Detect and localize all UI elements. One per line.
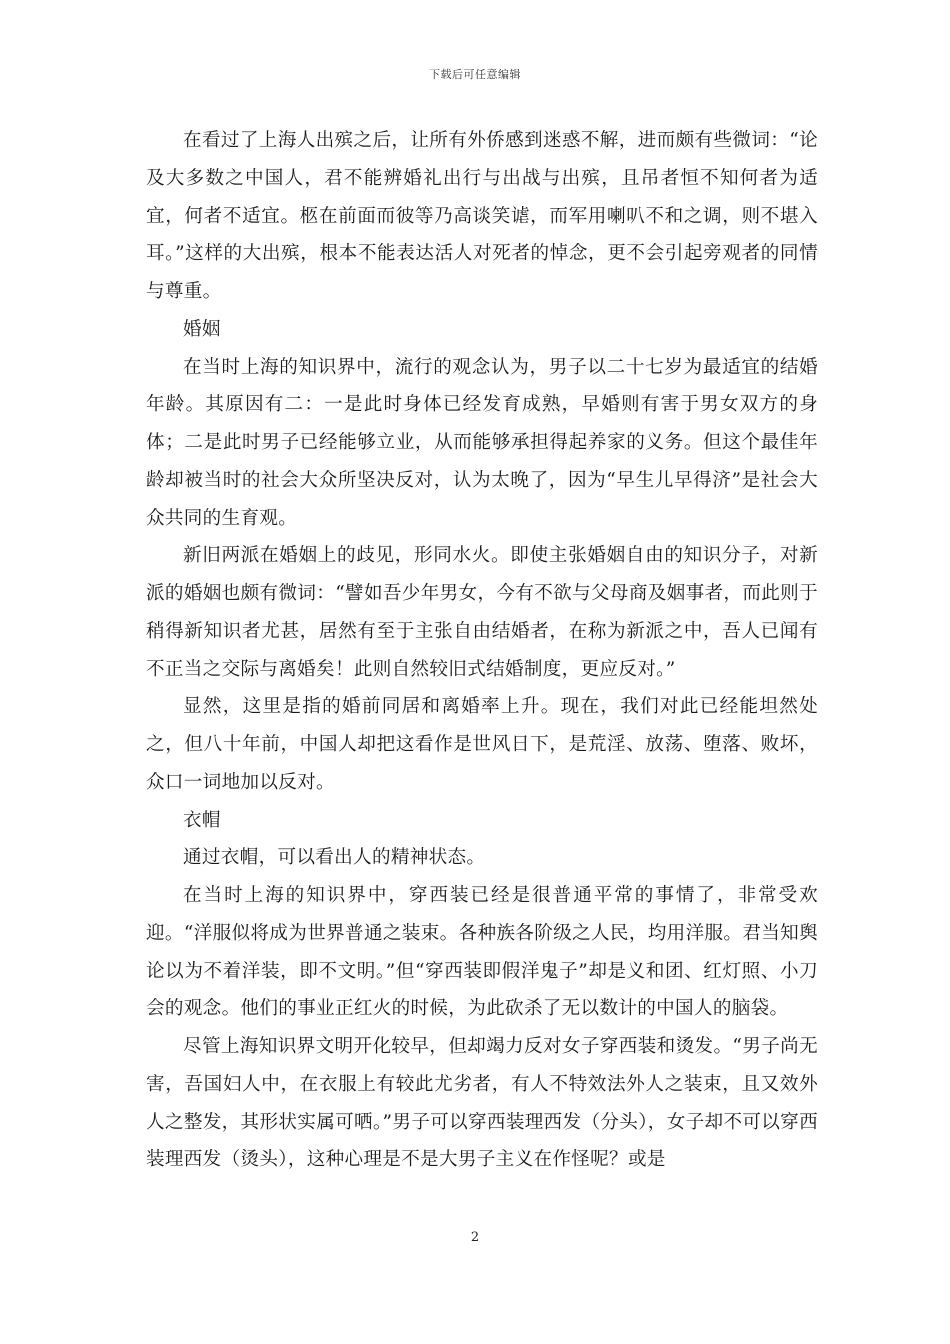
- paragraph-clothing-intro: 通过衣帽，可以看出人的精神状态。: [183, 847, 486, 869]
- paragraph-marriage-age: 在当时上海的知识界中，流行的观念认为，男子以二十七岁为最适宜的结婚年龄。其原因有二：一是此时身体已经发育成熟，早婚则有害于男女双方的身体；二是此时男子已经能够立业，从而能够承担得起养家的义务。但这个最佳年龄却被当时的社会大众所坚决反对，认为太晚了，因为“早生儿早得济”是社会大众共同的生育观。: [146, 356, 818, 529]
- page-number: 2: [470, 1230, 480, 1245]
- section-heading-clothing: 衣帽: [183, 809, 221, 831]
- paragraph-marriage-factions: 新旧两派在婚姻上的歧见，形同水火。即使主张婚姻自由的知识分子，对新派的婚姻也颇有微词：“譬如吾少年男女，今有不欲与父母商及姻事者，而此则于稍得新知识者尤甚，居然有至于主张自由结婚者，在称为新派之中，吾人已闻有不正当之交际与离婚矣！此则自然较旧式结婚制度，更应反对。”: [146, 545, 818, 680]
- paragraph-funeral: 在看过了上海人出殡之后，让所有外侨感到迷惑不解，进而颇有些微词：“论及大多数之中国人，君不能辨婚礼出行与出战与出殡，且吊者恒不知何者为适宜，何者不适宜。柩在前面而彼等乃高谈笑谑，而军用喇叭不和之调，则不堪入耳。”这样的大出殡，根本不能表达活人对死者的悼念，更不会引起旁观者的同情与尊重。: [146, 130, 818, 302]
- section-heading-marriage: 婚姻: [183, 318, 221, 340]
- paragraph-marriage-explanation: 显然，这里是指的婚前同居和离婚率上升。现在，我们对此已经能坦然处之，但八十年前，中国人却把这看作是世风日下，是荒淫、放荡、堕落、败坏，众口一词地加以反对。: [146, 696, 818, 793]
- document-body: [146, 122, 818, 1179]
- paragraph-western-suits: 在当时上海的知识界中，穿西装已经是很普通平常的事情了，非常受欢迎。“洋服似将成为世界普通之装束。各种族各阶级之人民，均用洋服。君当知舆论以为不着洋装，即不文明。”但“穿西装即假洋鬼子”却是义和团、红灯照、小刀会的观念。他们的事业正红火的时候，为此砍杀了无以数计的中国人的脑袋。: [146, 885, 818, 1020]
- page-header: 下载后可任意编辑: [429, 68, 521, 81]
- paragraph-women-attire: 尽管上海知识界文明开化较早，但却竭力反对女子穿西装和烫发。“男子尚无害，吾国妇人中，在衣服上有较此尤劣者，有人不特效法外人之装束，且又效外人之整发，其形状实属可哂。”男子可以穿西装理西发（分头），女子却不可以穿西装理西发（烫头），这种心理是不是大男子主义在作怪呢？或是: [146, 1036, 818, 1171]
